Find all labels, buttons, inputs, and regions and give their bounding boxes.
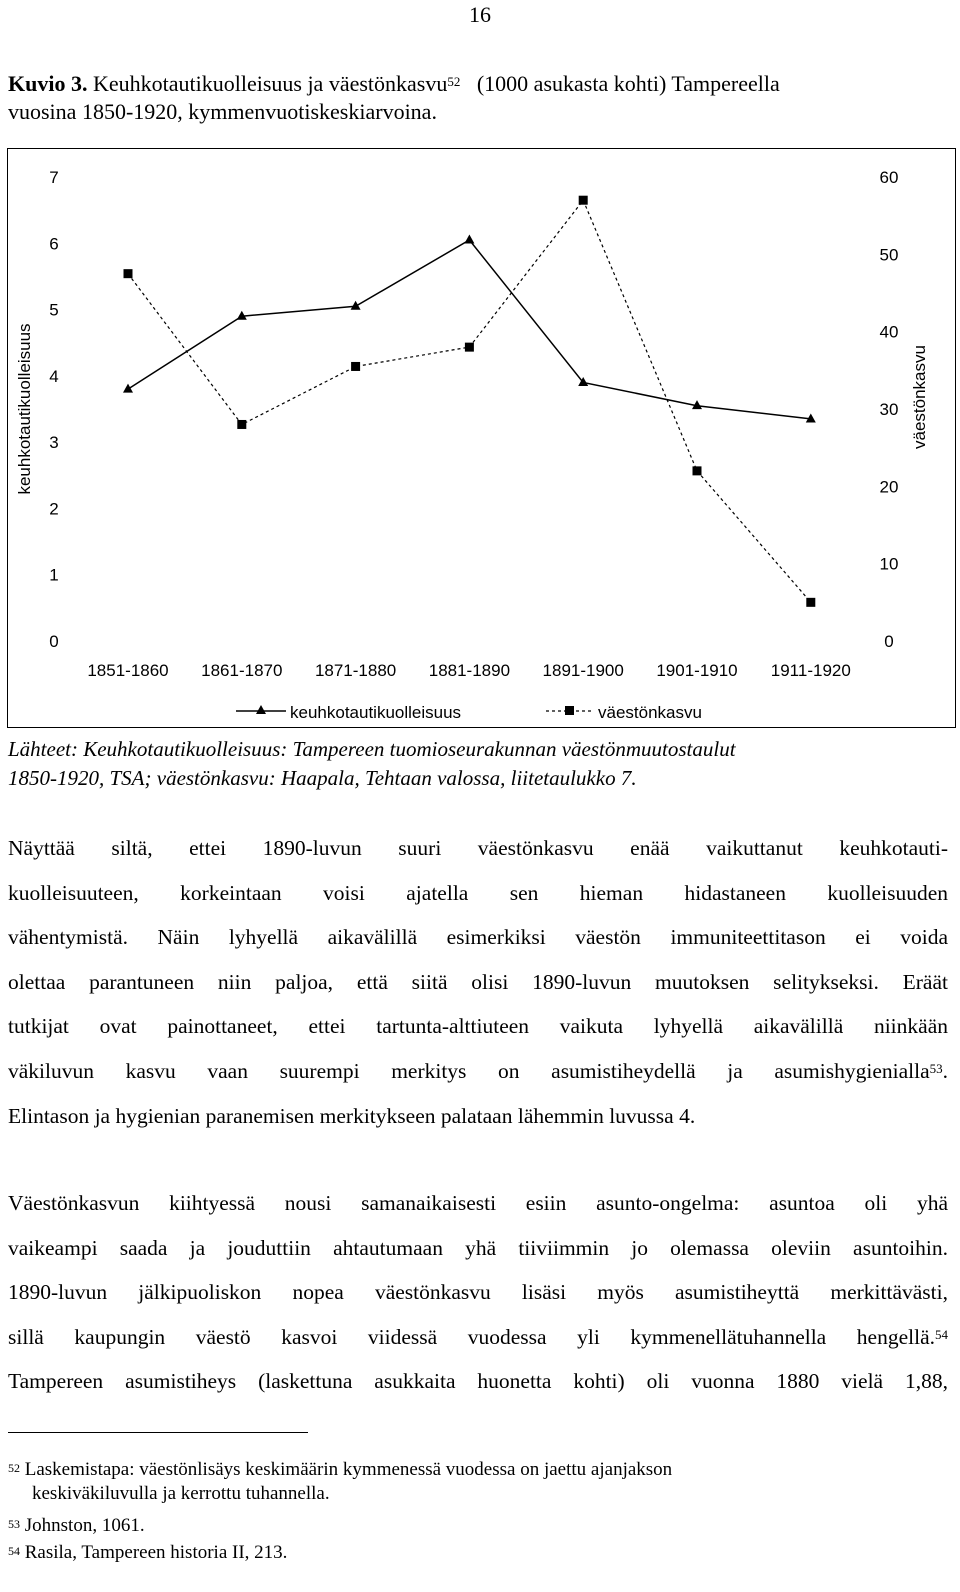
paragraph-1 bbox=[8, 826, 948, 1138]
left-y-tick-label: 2 bbox=[49, 499, 59, 519]
footnote-53-number: 53 bbox=[8, 1517, 20, 1531]
data-point-square bbox=[806, 598, 815, 607]
right-y-tick-labels bbox=[880, 168, 899, 651]
caption-text: Keuhkotautikuolleisuus ja väestönkasvu bbox=[92, 71, 448, 96]
footnote-54-number: 54 bbox=[8, 1544, 20, 1558]
x-tick-labels bbox=[87, 661, 850, 680]
footnote-53-text: Johnston, 1061. bbox=[24, 1515, 145, 1536]
series-line-keuhko bbox=[128, 240, 811, 419]
x-tick-label: 1891-1900 bbox=[542, 661, 624, 680]
legend-label-keuhko: keuhkotautikuolleisuus bbox=[290, 703, 462, 722]
right-y-tick-label: 20 bbox=[879, 477, 899, 497]
p1-line-4: olettaa parantuneen niin paljoa, että siitä olisi 1890-luvun muutoksen selitykseksi. Eräät bbox=[8, 969, 948, 994]
series-lines bbox=[128, 200, 811, 602]
p1-line-3: vähentymistä. Näin lyhyellä aikavälillä esimerkiksi väestön immuniteettitason ei voida bbox=[8, 925, 948, 950]
right-y-tick-label: 50 bbox=[879, 245, 899, 265]
left-y-tick-label: 6 bbox=[49, 234, 59, 254]
data-point-square bbox=[237, 420, 246, 429]
p2-line-5: Tampereen asumistiheys (laskettuna asukkaita huonetta kohti) oli vuonna 1880 vielä 1,88, bbox=[8, 1369, 948, 1394]
paragraph-2 bbox=[8, 1181, 948, 1404]
x-tick-label: 1871-1880 bbox=[314, 661, 397, 680]
footnote-54-text: Rasila, Tampereen historia II, 213. bbox=[24, 1542, 288, 1563]
sources-line-2: 1850-1920, TSA; väestönkasvu: Haapala, Tehtaan valossa, liitetaulukko 7. bbox=[8, 766, 637, 790]
chart-frame bbox=[7, 148, 956, 728]
x-tick-label: 1911-1920 bbox=[770, 661, 851, 680]
caption-label: Kuvio 3. bbox=[8, 71, 88, 96]
data-point-square bbox=[579, 196, 588, 205]
footnote-52 bbox=[8, 1458, 948, 1482]
sources-line-1: Lähteet: Keuhkotautikuolleisuus: Tampereen tuomioseurakunnan väestönmuutostaulut bbox=[8, 737, 736, 761]
p2-line-2: vaikeampi saada ja jouduttiin ahtautumaan yhä tiiviimmin jo olemassa oleviin asuntoihin. bbox=[8, 1235, 948, 1260]
figure-sources bbox=[8, 735, 948, 793]
left-y-tick-label: 3 bbox=[49, 433, 59, 453]
left-y-tick-label: 1 bbox=[49, 565, 59, 585]
p2-line-4-text: sillä kaupungin väestö kasvoi viidessä vuodessa yli kymmenellätuhannella hengellä. bbox=[8, 1324, 935, 1349]
right-y-tick-label: 30 bbox=[879, 400, 899, 419]
right-y-tick-label: 60 bbox=[879, 168, 899, 187]
p1-line-7: Elintason ja hygienian paranemisen merkitykseen palataan lähemmin luvussa 4. bbox=[8, 1103, 696, 1128]
p1-line-6-end: . bbox=[942, 1058, 948, 1083]
data-point-square bbox=[693, 466, 702, 475]
data-point-triangle bbox=[123, 384, 133, 393]
p1-line-1: Näyttää siltä, ettei 1890-luvun suuri väestönkasvu enää vaikuttanut keuhkotauti- bbox=[8, 836, 948, 860]
right-y-axis-label: väestönkasvu bbox=[910, 345, 929, 449]
left-y-tick-labels bbox=[49, 168, 58, 651]
footnote-52-text: Laskemistapa: väestönlisäys keskimäärin kymmenessä vuodessa on jaettu ajanjakson bbox=[24, 1459, 673, 1480]
data-point-square bbox=[465, 343, 474, 352]
p2-line-4 bbox=[8, 1315, 948, 1360]
left-y-tick-label: 5 bbox=[49, 300, 59, 320]
x-tick-label: 1901-1910 bbox=[656, 661, 738, 680]
right-y-tick-label: 10 bbox=[879, 554, 899, 574]
p1-line-5: tutkijat ovat painottaneet, ettei tartunta-alttiuteen vaikuta lyhyellä aikavälillä niinkään bbox=[8, 1014, 948, 1039]
footnote-52-number: 52 bbox=[8, 1461, 20, 1475]
p1-line-2: kuolleisuuteen, korkeintaan voisi ajatella sen hieman hidastaneen kuolleisuuden bbox=[8, 880, 948, 905]
data-point-triangle bbox=[464, 234, 474, 243]
p2-line-3: 1890-luvun jälkipuoliskon nopea väestönkasvu lisäsi myös asumistiheyttä merkittävästi, bbox=[8, 1280, 948, 1305]
legend-label-vaesto: väestönkasvu bbox=[598, 703, 702, 722]
x-tick-label: 1861-1870 bbox=[201, 661, 283, 680]
data-point-triangle bbox=[351, 301, 361, 310]
right-y-tick-label: 40 bbox=[879, 322, 899, 342]
legend bbox=[236, 703, 702, 722]
page-number: 16 bbox=[469, 2, 491, 27]
p1-line-6-text: väkiluvun kasvu vaan suurempi merkitys on asumistiheydellä ja asumishygienialla bbox=[8, 1058, 930, 1083]
left-y-tick-label: 0 bbox=[49, 632, 59, 651]
legend-triangle-icon bbox=[256, 705, 266, 714]
left-y-tick-label: 4 bbox=[49, 366, 59, 386]
x-tick-label: 1881-1890 bbox=[428, 661, 511, 680]
caption-text-2: (1000 asukasta kohti) Tampereella bbox=[476, 71, 780, 96]
footnote-ref-52[interactable]: 52 bbox=[447, 74, 461, 89]
footnote-53 bbox=[8, 1514, 948, 1538]
footnote-ref-54[interactable]: 54 bbox=[935, 1326, 948, 1342]
p1-line-6 bbox=[8, 1049, 948, 1094]
series-line-vaesto bbox=[128, 200, 811, 602]
footnote-52-continuation: keskiväkiluvulla ja kerrottu tuhannella. bbox=[32, 1483, 330, 1504]
footnote-54 bbox=[8, 1541, 948, 1565]
data-point-square bbox=[351, 362, 360, 371]
footnote-ref-53[interactable]: 53 bbox=[929, 1060, 943, 1076]
p2-line-1: Väestönkasvun kiihtyessä nousi samanaikaisesti esiin asunto-ongelma: asuntoa oli yhä bbox=[8, 1191, 948, 1215]
left-y-tick-label: 7 bbox=[49, 168, 59, 187]
series-markers bbox=[123, 196, 816, 607]
footnote-separator bbox=[8, 1432, 308, 1433]
right-y-tick-label: 0 bbox=[884, 632, 894, 651]
caption-line-2: vuosina 1850-1920, kymmenvuotiskeskiarvoina. bbox=[8, 99, 437, 124]
x-tick-label: 1851-1860 bbox=[87, 661, 169, 680]
figure-caption bbox=[8, 70, 948, 126]
line-chart bbox=[8, 149, 954, 726]
left-y-axis-label: keuhkotautikuolleisuus bbox=[15, 323, 34, 495]
data-point-square bbox=[124, 269, 133, 278]
legend-square-icon bbox=[565, 706, 574, 715]
